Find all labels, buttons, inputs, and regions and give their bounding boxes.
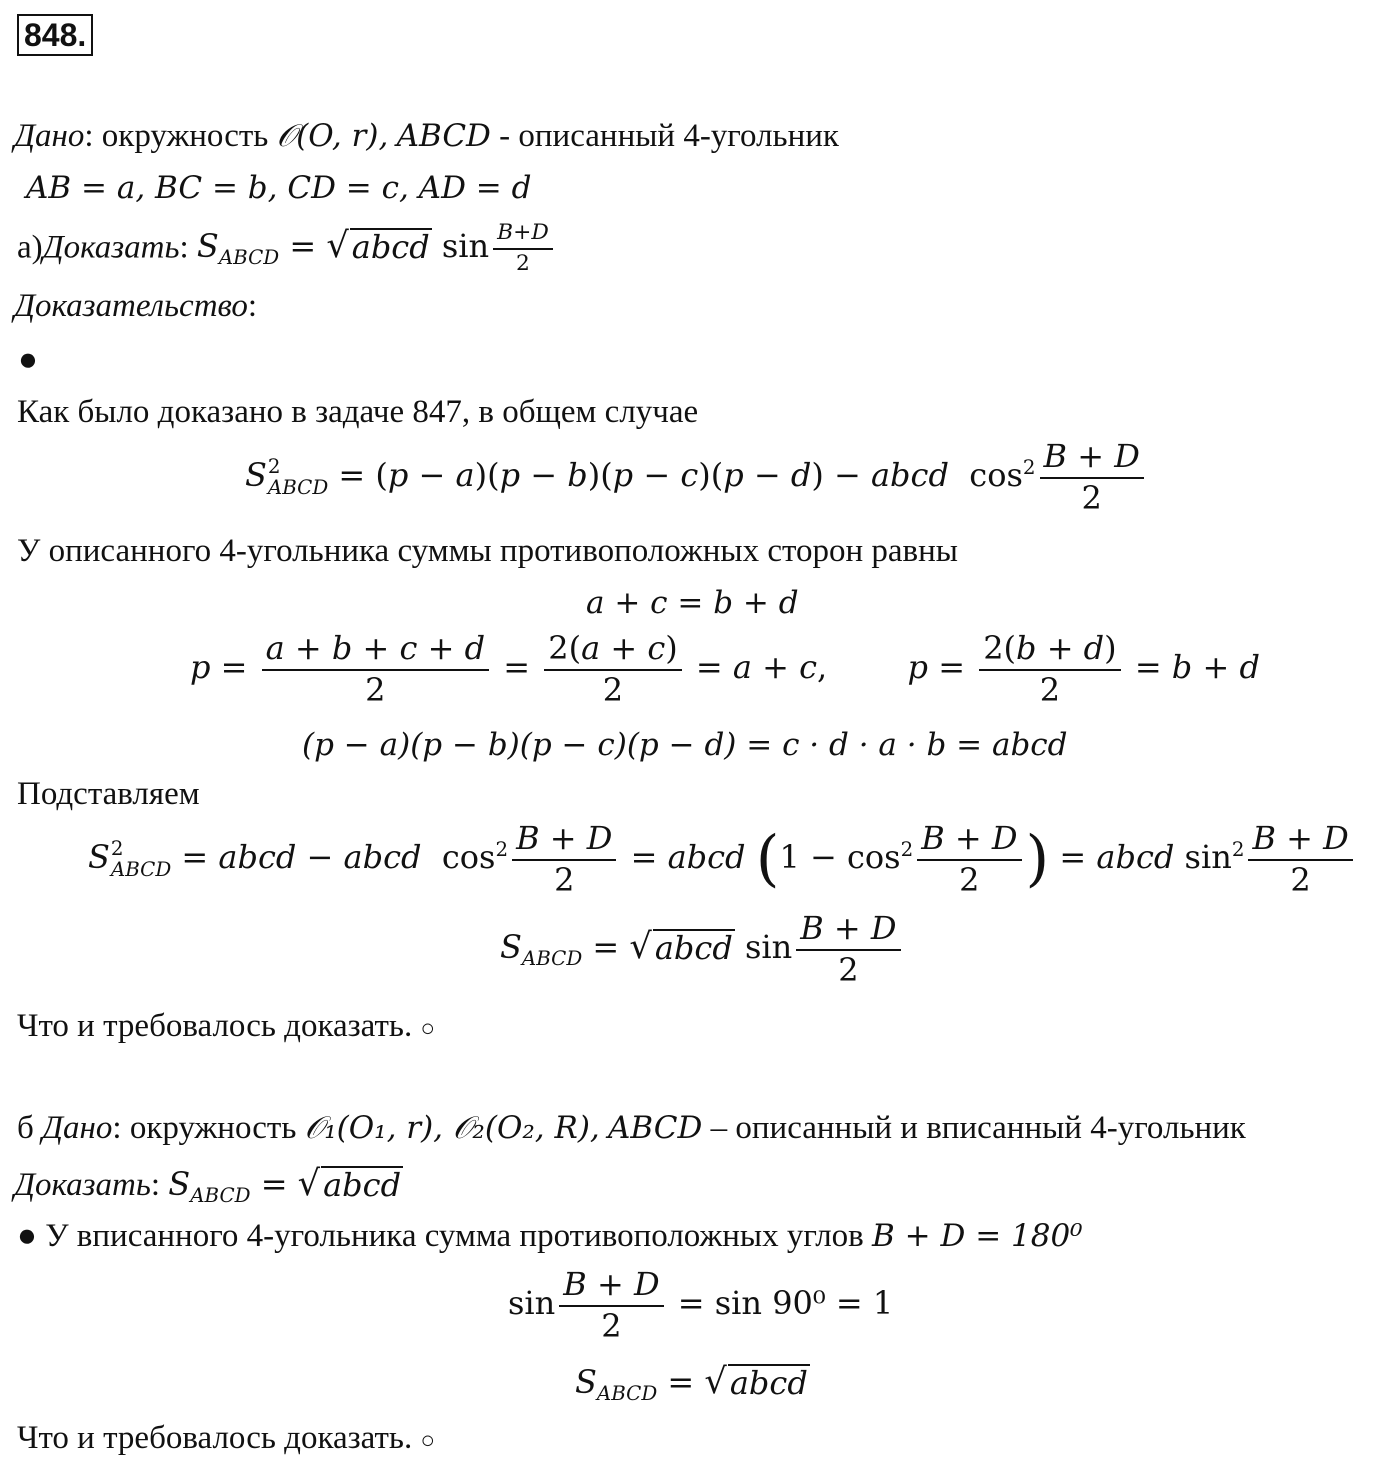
formula-product: (p − a)(p − b)(p − c)(p − d) = c · d · a · b = abcd: [302, 727, 1068, 763]
angle-sum: B + D = 180⁰: [872, 1218, 1083, 1254]
prove-colon-b: :: [150, 1167, 161, 1203]
prove-line-a: [17, 222, 557, 276]
qed-circle-icon: ○: [420, 1016, 435, 1042]
given-colon: :: [84, 118, 94, 154]
formula-area-sqrt-sin: $S_{ABCD}$ = √ abcd sin $\frac{B+D}{2}$: [197, 227, 557, 265]
prove-label: Доказать: [42, 229, 180, 266]
formula-area-sqrt: $S_{ABCD}$ = √ abcd: [168, 1163, 402, 1207]
given-description-b: – описанный и вписанный 4-угольник: [710, 1110, 1246, 1146]
given-text: окружность: [101, 118, 269, 154]
qed-text-b: Что и требовалось доказать.: [17, 1420, 413, 1456]
part-b-prefix: б: [17, 1110, 34, 1146]
sin-90-rhs: = sin 90⁰ = 1: [677, 1284, 894, 1323]
given-line-b: [17, 1112, 1246, 1145]
given-description: - описанный 4-угольник: [499, 118, 839, 154]
formula-s-squared-substituted: S 2 ABCD = abcd − abcd $\cos^2$ $\frac{B + D}{2}$ = abcd ($1 - \cos^2$ $\frac{B + D}{2}$ ) = abcd $\sin^2$ $\frac{B + D}{2}$: [88, 822, 1357, 897]
bullet-marker: ●: [18, 342, 38, 378]
given-colon-b: :: [112, 1110, 122, 1146]
proof-colon: :: [247, 288, 258, 324]
quad-name: ABCD: [396, 118, 491, 154]
inscribed-line: [17, 1220, 1083, 1253]
bullet-marker-b: ●: [17, 1218, 37, 1254]
quad-name-b: ABCD: [608, 1110, 703, 1146]
formula-sin-90: sin $\frac{B + D}{2}$ = sin 90⁰ = 1: [508, 1265, 894, 1345]
sides-definition: AB = a, BC = b, CD = c, AD = d: [26, 170, 532, 206]
text-opposite-sides: У описанного 4-угольника суммы противоположных сторон равны: [17, 533, 958, 569]
proof-label: Доказательство: [14, 288, 248, 324]
problem-number: 848.: [17, 14, 93, 56]
formula-sides-equal: a + c = b + d: [586, 585, 799, 621]
circles-notation: 𝒪₁(O₁, r), 𝒪₂(O₂, R),: [304, 1110, 600, 1146]
text-substitute: Подставляем: [17, 776, 200, 812]
prove-colon: :: [179, 229, 189, 266]
given-label: Дано: [14, 118, 85, 154]
given-line-a: [14, 120, 839, 153]
text-inscribed: У вписанного 4-угольника сумма противоположных углов: [45, 1218, 864, 1254]
formula-semiperimeter: p = $\frac{a + b + c + d}{2}$ = $\frac{2(a + c)}{2}$ = a + c, p = $\frac{2(b + d)}{2}$ = b + d: [190, 629, 1260, 709]
formula-area-result-b: $S_{ABCD}$ = √ abcd: [575, 1361, 808, 1405]
given-label-b: Дано: [42, 1110, 113, 1146]
text-problem-847: Как было доказано в задаче 847, в общем случае: [17, 394, 699, 430]
given-text-b: окружность: [129, 1110, 297, 1146]
qed-text: Что и требовалось доказать.: [17, 1008, 413, 1044]
part-a-prefix: а): [17, 229, 43, 266]
prove-label-b: Доказать: [14, 1167, 151, 1203]
proof-heading: [14, 290, 257, 323]
qed-line-b: [17, 1422, 435, 1455]
formula-area-result-a: $S_{ABCD}$ = √ abcd sin $\frac{B + D}{2}$: [500, 912, 905, 987]
qed-circle-icon-b: ○: [420, 1428, 435, 1454]
qed-line-a: [17, 1010, 435, 1043]
formula-s-squared-general: S 2 ABCD = (p − a)(p − b)(p − c)(p − d) − abcd $\cos^2$ $\frac{B + D}{2}$: [245, 440, 1148, 515]
circle-notation: 𝒪(O, r),: [276, 118, 389, 154]
prove-line-b: [14, 1163, 403, 1207]
